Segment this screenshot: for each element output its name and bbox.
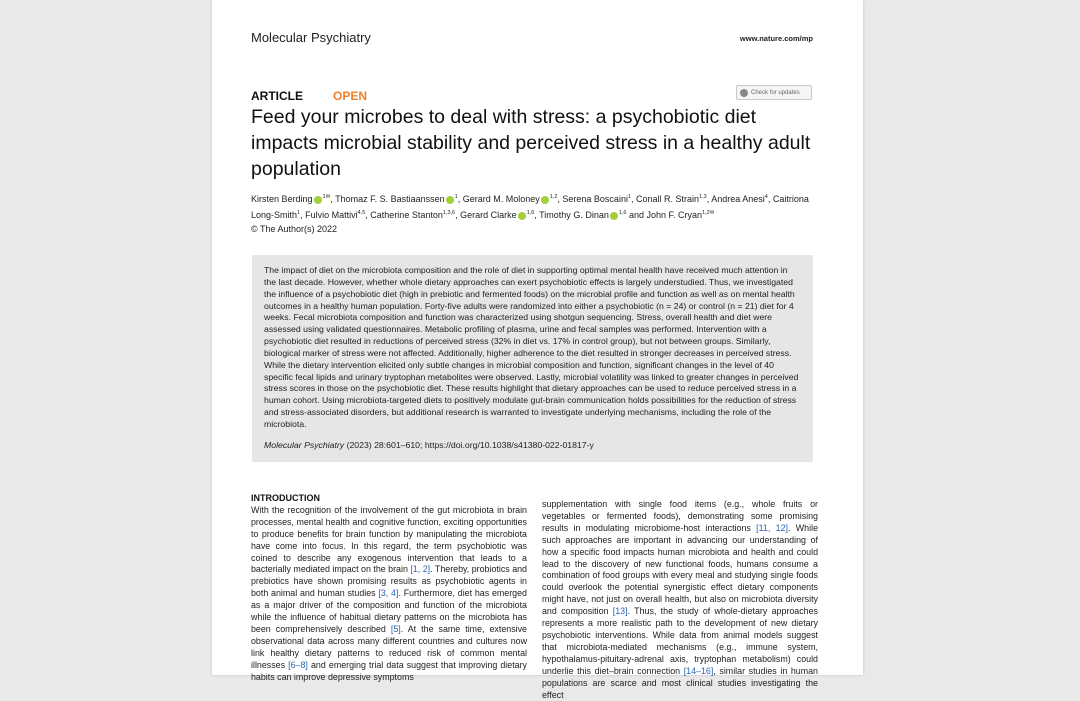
article-type-label: ARTICLE: [251, 89, 303, 103]
orcid-icon[interactable]: [610, 212, 618, 220]
affiliation-marker: 1,2: [549, 194, 558, 200]
author-name[interactable]: Timothy G. Dinan: [539, 210, 609, 220]
journal-name: Molecular Psychiatry: [251, 30, 371, 45]
citation-journal: Molecular Psychiatry: [264, 439, 345, 450]
orcid-icon[interactable]: [541, 196, 549, 204]
author-name[interactable]: Gerard Clarke: [460, 210, 517, 220]
author-name[interactable]: Gerard M. Moloney: [462, 194, 540, 204]
orcid-icon[interactable]: [446, 196, 454, 204]
reference-link[interactable]: [14–16]: [683, 665, 714, 676]
citation-doi[interactable]: (2023) 28:601–610; https://doi.org/10.1038/s41380-022-01817-y: [344, 439, 594, 450]
author-list: Kirsten Berding $^{1✉}$, Thomaz F. S. Bastiaanssen $^1$, Gerard M. Moloney $^{1,2}$, Serena Boscaini$^1$, Conall R. Strain$^{1,3}$, Andrea Anesi$^4$, Caitriona Long-Smith$^1$, Fulvio Mattivi$^{4,5}$, Catherine Stanton$^{1,3,6}$, Gerard Clarke $^{1,6}$, Timothy G. Dinan $^{1,6}$ and John F. Cryan$^{1,2✉}$: [251, 194, 809, 220]
open-access-label: OPEN: [333, 89, 368, 103]
affiliation-marker: 1,2✉: [702, 210, 715, 216]
author-name[interactable]: Andrea Anesi: [711, 194, 765, 204]
intro-left-text: With the recognition of the involvement of the gut microbiota in brain processes, mental health and cognitive function, exciting opportunities to produce benefits for brain function by manipulating the microbiota have come into focus. In this regard, the term psychobiotic was coined to describe any exogenous intervention that leads to a bacterially mediated impact on the brain [1, 2]. Thereby, probiotics and prebiotics have shown promising results as psychobiotic agents in both animal and human studies [3, 4]. Furthermore, diet has emerged as a major driver of the composition and function of the microbiota while the influence of habitual dietary patterns on the microbiota has been comprehensively described [5]. At the same time, extensive observational data across many different countries and cultures now link healthy dietary patterns to reduced risk of common mental illnesses [6–8] and emerging trial data suggest that improving dietary habits can improve depressive symptoms: [251, 504, 527, 682]
author-name[interactable]: Caitriona Long-Smith: [251, 194, 809, 220]
author-name[interactable]: Kirsten Berding: [251, 194, 313, 204]
paper-page: [212, 0, 863, 700]
abstract-text: The impact of diet on the microbiota composition and the role of diet in supporting optimal mental health have received much attention in the last decade. However, whether whole dietary approaches can exert psychobiotic effects is largely understudied. Thus, we investigated the influence of a psychobiotic diet (high in prebiotic and fermented foods) on the microbial profile and function as well as on mental health outcomes in a healthy human population. Forty-five adults were randomized into either a psychobiotic (n = 24) or control (n = 21) diet for 4 weeks. Fecal microbiota composition and function was characterized using shotgun sequencing. Stress, overall health and diet were assessed using validated questionnaires. Metabolic profiling of plasma, urine and fecal samples was performed. Intervention with a psychobiotic diet resulted in reductions of perceived stress (32% in diet vs. 17% in control group), but not between groups. Similarly, biological marker of stress were not affected. Additionally, higher adherence to the diet resulted in stronger decreases in perceived stress. While the dietary intervention elicited only subtle changes in microbial composition and function, significant changes in the level of 40 specific fecal lipids and urinary tryptophan metabolites were observed. Lastly, microbial volatility was linked to greater changes in perceived stress scores in those on the psychobiotic diet. These results highlight that dietary approaches can be used to reduce perceived stress in a human cohort. Using microbiota-targeted diets to positively modulate gut-brain communication holds possibilities for the reduction of stress and stress-associated disorders, but additional research is warranted to investigate underlying mechanisms, including the role of the microbiota.: [264, 265, 799, 429]
intro-right-text: supplementation with single food items (e.g., whole fruits or vegetables or fermented foods), demonstrating some promising results in modulating microbiome-host interactions [11, 12]. While such approaches are important in advancing our understanding of how a specific food impacts human microbiota and health and could lead to the discovery of new functional foods, humans consume a combination of food groups with every meal and studying single foods could overlook the potential synergistic effect dietary components might have, not just on overall health, but also on microbiota diversity and composition [13]. Thus, the study of whole-dietary approaches represents a more realistic path to the development of new dietary psychobiotic interventions. While data from animal models suggest that microbiota-mediated mechanisms (e.g., immune system, hypothalamus-pituitary-adrenal axis, tryptophan metabolism) could underlie this diet–brain connection [14–16], similar studies in human populations are scarce and most clinical studies investigating the effect: [542, 499, 819, 700]
author-name[interactable]: Catherine Stanton: [370, 210, 443, 220]
author-name[interactable]: Fulvio Mattivi: [305, 210, 358, 220]
check-for-updates-label: Check for updates: [751, 89, 800, 96]
check-for-updates-button[interactable]: [736, 85, 812, 100]
reference-link[interactable]: [6–8]: [288, 659, 308, 670]
affiliation-marker: 1,6: [618, 210, 627, 216]
section-heading: INTRODUCTION: [251, 493, 320, 503]
intro-left-column: [251, 493, 527, 684]
affiliation-marker: 1✉: [322, 194, 331, 200]
affiliation-marker: 1,3,6: [442, 210, 456, 216]
author-name[interactable]: John F. Cryan: [646, 210, 703, 220]
author-name[interactable]: Conall R. Strain: [636, 194, 700, 204]
affiliation-marker: 1: [297, 210, 301, 216]
abstract-box: [252, 255, 813, 462]
affiliation-marker: 1,3: [699, 194, 707, 200]
reference-link[interactable]: [5]: [390, 623, 401, 634]
citation-line: [264, 440, 801, 450]
affiliation-marker: 1,6: [526, 210, 535, 216]
reference-link[interactable]: [1, 2]: [410, 564, 431, 575]
reference-link[interactable]: [3, 4]: [378, 588, 399, 599]
reference-link[interactable]: [13]: [612, 606, 628, 617]
orcid-icon[interactable]: [314, 196, 322, 204]
intro-right-column: [542, 499, 818, 701]
affiliation-marker: 4,5: [357, 210, 366, 216]
orcid-icon[interactable]: [518, 212, 526, 220]
author-name[interactable]: Thomaz F. S. Bastiaanssen: [335, 194, 445, 204]
affiliation-marker: 4: [764, 194, 768, 200]
affiliation-marker: 1: [454, 194, 458, 200]
journal-website-link[interactable]: www.nature.com/mp: [739, 34, 813, 43]
affiliation-marker: 1: [627, 194, 632, 200]
reference-link[interactable]: [11, 12]: [756, 522, 788, 533]
paper-title: Feed your microbes to deal with stress: a psychobiotic diet impacts microbial stability and perceived stress in a healthy adult population: [251, 106, 811, 180]
crossmark-icon: [740, 89, 748, 97]
author-name[interactable]: Serena Boscaini: [562, 194, 628, 204]
copyright-notice: © The Author(s) 2022: [251, 224, 338, 234]
